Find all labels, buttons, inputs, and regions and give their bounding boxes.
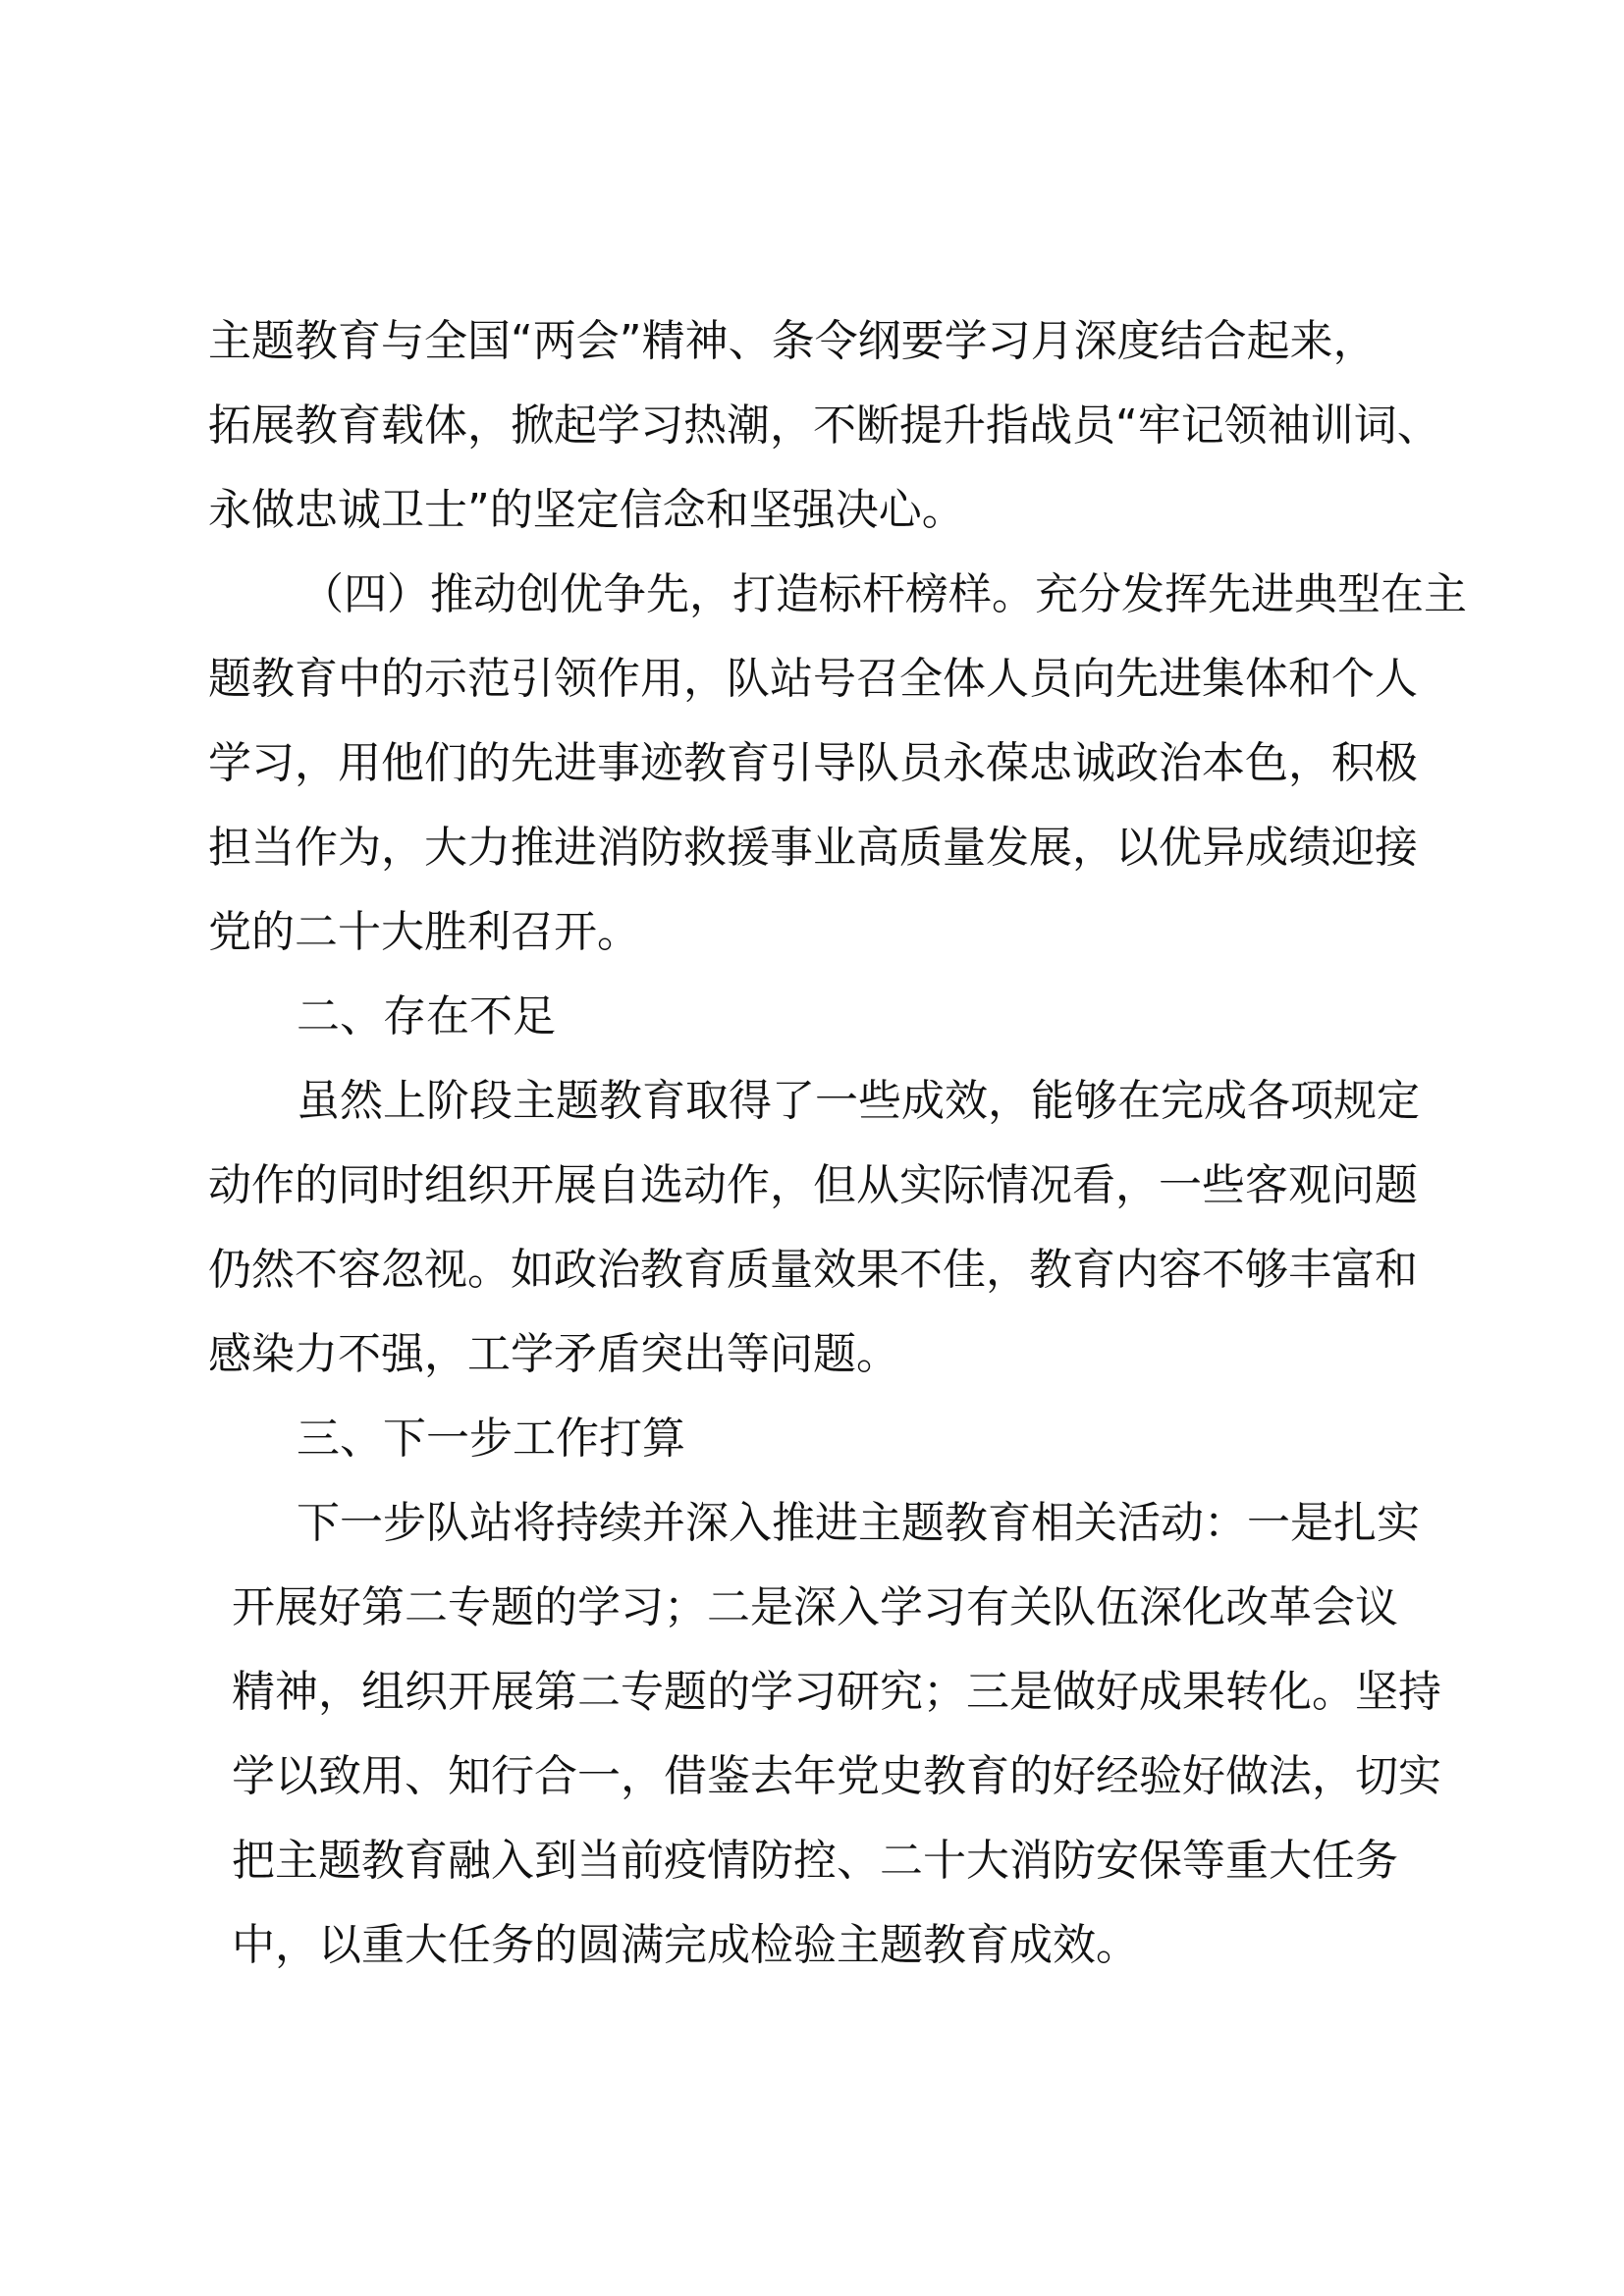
- text-line: 拓展教育载体，掀起学习热潮，不断提升指战员“牢记领袖训词、: [208, 400, 1440, 451]
- text-line: （四）推动创优争先，打造标杆榜样。充分发挥先进典型在主: [300, 569, 1467, 619]
- text-line: 党的二十大胜利召开。: [208, 907, 640, 957]
- text-line: 感染力不强，工学矛盾突出等问题。: [208, 1329, 899, 1379]
- text-line: 虽然上阶段主题教育取得了一些成效，能够在完成各项规定: [297, 1076, 1420, 1126]
- text-line: 主题教育与全国“两会”精神、条令纲要学习月深度结合起来，: [208, 316, 1377, 366]
- text-line: 担当作为，大力推进消防救援事业高质量发展，以优异成绩迎接: [208, 823, 1418, 873]
- text-line: 开展好第二专题的学习；二是深入学习有关队伍深化改革会议: [232, 1582, 1398, 1632]
- text-line: 题教育中的示范引领作用，队站号召全体人员向先进集体和个人: [208, 654, 1418, 704]
- text-line: 学以致用、知行合一，借鉴去年党史教育的好经验好做法，切实: [232, 1751, 1441, 1801]
- text-line: 动作的同时组织开展自选动作，但从实际情况看，一些客观问题: [208, 1160, 1418, 1210]
- section-heading-next-steps: 三、下一步工作打算: [297, 1414, 685, 1464]
- text-line: 永做忠诚卫士”的坚定信念和坚强决心。: [208, 485, 965, 535]
- section-heading-shortcomings: 二、存在不足: [297, 991, 556, 1041]
- text-line: 仍然不容忽视。如政治教育质量效果不佳，教育内容不够丰富和: [208, 1245, 1418, 1295]
- text-line: 精神，组织开展第二专题的学习研究；三是做好成果转化。坚持: [232, 1667, 1441, 1717]
- text-line: 下一步队站将持续并深入推进主题教育相关活动：一是扎实: [297, 1498, 1420, 1548]
- text-line: 中，以重大任务的圆满完成检验主题教育成效。: [232, 1920, 1139, 1970]
- text-line: 学习，用他们的先进事迹教育引导队员永葆忠诚政治本色，积极: [208, 738, 1418, 788]
- text-line: 把主题教育融入到当前疫情防控、二十大消防安保等重大任务: [232, 1836, 1398, 1886]
